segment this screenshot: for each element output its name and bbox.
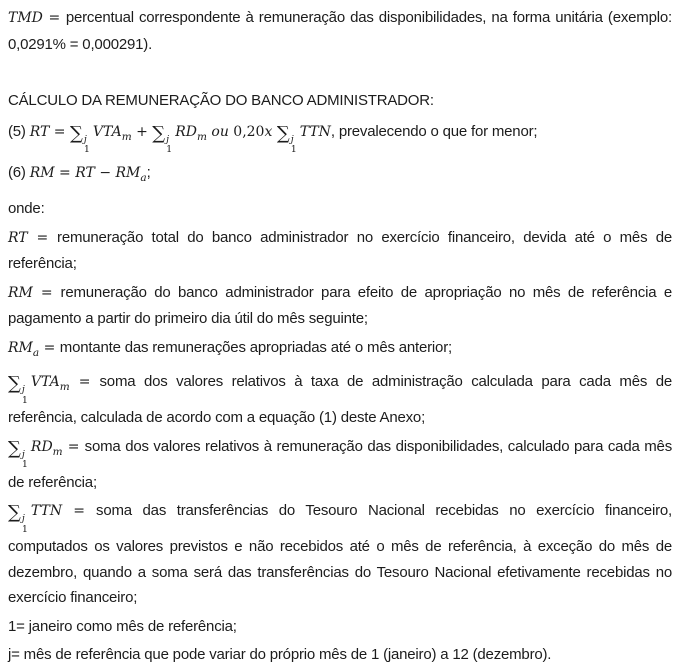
sum-upper-limit: j [83,133,87,145]
text-run: CÁLCULO DA REMUNERAÇÃO DO BANCO ADMINISTRADOR: [8,92,434,109]
sum-lower-limit: 1 [21,394,28,406]
math-run: VTA [92,123,122,140]
sum-upper-limit: j [21,448,25,460]
text-run: ; [146,163,151,181]
sum-upper-limit: j [290,133,294,145]
para-j-mes-definition [8,642,672,668]
sum-upper-limit: j [21,513,25,524]
formula-6-rm [8,160,672,192]
blank-line-spacer [8,60,672,88]
math-run: = [39,339,60,356]
text-run: soma dos valores relativos à taxa de administração calculada para cada mês de referência, calculada de acordo com a equação (1) deste Anexo; [8,373,672,426]
math-run: = [42,10,66,26]
summation-icon [70,119,93,155]
math-run: a [140,171,147,184]
text-run: remuneração total do banco administrador no exercício financeiro, devida até o mês de referência; [8,228,673,272]
sigma-glyph: ∑ [276,122,290,144]
sum-limits [291,135,297,155]
para-rma-definition [8,335,672,367]
text-run: soma das transferências do Tesouro Nacional recebidas no exercício financeiro, computados os valores previstos e não recebidos até o mês de referência, à exceção do mês de dezembro, quando a soma será das transferências do Tesouro Nacional efetivamente recebidas no exercício financeiro; [8,502,672,606]
math-run: m [121,130,132,143]
sum-limits [22,450,28,470]
math-run: = [49,123,70,140]
math-run: = [27,229,58,246]
summation-icon [8,498,31,534]
sum-lower-limit: 1 [290,144,297,155]
sum-limits [22,385,28,405]
math-run: = [62,503,97,519]
summation-icon [8,369,31,405]
sum-lower-limit: 1 [21,459,28,470]
para-onde [8,196,672,222]
text-run: soma dos valores relativos à remuneração das disponibilidades, calculado para cada mês de referência; [8,437,672,491]
math-run: − [94,164,116,181]
text-run: percentual correspondente à remuneração das disponibilidades, na forma unitária (exemplo: 0,0291% = 0,000291). [8,9,672,53]
text-run: montante das remunerações apropriadas até o mês anterior; [59,338,452,356]
sigma-glyph: ∑ [8,373,21,394]
math-run: ou [206,123,234,140]
math-run: RT [75,164,95,181]
math-run: x [264,123,277,140]
para-tmd-definition [8,5,672,57]
sum-lower-limit: 1 [83,144,90,155]
text-run: j= mês de referência que pode variar do próprio mês de 1 (janeiro) a 12 (dezembro). [8,646,552,663]
sigma-glyph: ∑ [8,437,21,459]
math-run: m [59,381,70,393]
text-run: remuneração do banco administrador para efeito de apropriação no mês de referência e pagamento a partir do primeiro dia útil do mês seguinte; [8,283,673,327]
math-run: RD [30,438,53,455]
math-run: RM [115,164,141,181]
text-run: 1= janeiro como mês de referência; [8,617,237,635]
sigma-glyph: ∑ [69,122,83,144]
sum-lower-limit: 1 [21,523,28,535]
math-run: RM [8,284,33,301]
summation-icon [8,434,31,470]
math-run: RD [175,123,197,140]
sum-limits [166,135,172,155]
sigma-glyph: ∑ [8,502,21,523]
math-run: TTN [299,123,331,140]
sum-upper-limit: j [21,384,25,395]
formula-5-rt [8,119,672,155]
para-rm-definition [8,280,672,332]
math-run: RT [29,123,50,140]
para-sum-vta-definition [8,369,672,431]
math-run: + [131,123,153,140]
math-run: a [32,346,40,359]
summation-icon [277,119,300,155]
math-run: = [62,438,85,455]
math-run: m [52,445,63,458]
text-run: (6) [8,163,30,181]
math-run: m [196,130,207,143]
math-run: = [54,164,76,181]
para-rt-definition [8,225,672,277]
math-run: RT [8,229,28,246]
heading-calculo-remuneracao [8,88,672,114]
para-sum-rd-definition [8,434,672,496]
text-run: onde: [8,200,45,217]
sum-limits [84,135,90,155]
sigma-glyph: ∑ [152,122,166,144]
math-run: = [32,284,61,301]
math-run: = [69,374,100,390]
math-run: VTA [30,374,60,390]
math-run: TTN [30,503,63,519]
math-run: TMD [8,10,43,26]
para-sum-ttn-definition [8,498,672,611]
sum-lower-limit: 1 [166,144,173,155]
para-1-janeiro-definition [8,614,672,640]
text-run: , prevalecendo o que for menor; [330,122,538,140]
sum-limits [22,514,28,534]
text-run: (5) [8,122,30,140]
math-run: RM [29,164,55,181]
summation-icon [152,119,175,155]
sum-upper-limit: j [166,133,170,145]
math-run: RM [8,339,33,356]
math-run: 0,20 [233,123,265,140]
